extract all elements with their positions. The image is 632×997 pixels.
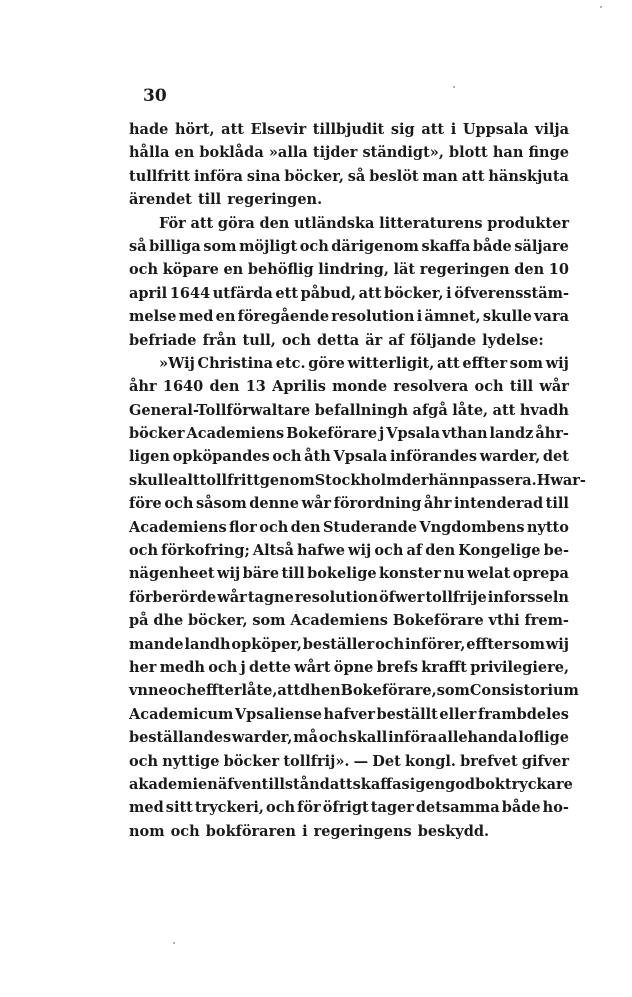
word: införer, bbox=[404, 635, 466, 653]
word: skaffa bbox=[352, 775, 402, 793]
text-line bbox=[129, 633, 569, 656]
word: och bbox=[281, 331, 311, 349]
word: dhen bbox=[300, 682, 341, 700]
text-line bbox=[129, 141, 569, 164]
word: Studerande bbox=[322, 518, 417, 536]
word: införandes bbox=[389, 448, 478, 466]
word: dhe bbox=[153, 612, 184, 630]
word: Academicum bbox=[129, 705, 234, 723]
word: nägenheet bbox=[129, 565, 215, 583]
word: inforsseln bbox=[487, 588, 569, 606]
word: beskydd. bbox=[417, 822, 490, 840]
word: beställt bbox=[376, 705, 438, 723]
word: åhr bbox=[129, 378, 157, 396]
word: af bbox=[406, 542, 423, 560]
text-line bbox=[129, 586, 569, 609]
word: på bbox=[129, 612, 149, 630]
word: befriade bbox=[129, 331, 197, 349]
word: wår bbox=[301, 495, 332, 513]
word: regeringens bbox=[313, 822, 412, 840]
word: att bbox=[277, 682, 301, 700]
word: opköpandes bbox=[172, 448, 270, 466]
word: melse bbox=[129, 308, 177, 326]
word: skall bbox=[348, 729, 388, 747]
word: böcker, bbox=[284, 167, 344, 185]
word: effter bbox=[466, 635, 511, 653]
word: eller bbox=[439, 705, 477, 723]
word: göre bbox=[308, 354, 345, 372]
word: 10 bbox=[548, 261, 569, 279]
word: han bbox=[492, 144, 524, 162]
word: och bbox=[170, 822, 200, 840]
text-line bbox=[129, 118, 569, 141]
word: och bbox=[374, 542, 404, 560]
word: och bbox=[272, 448, 302, 466]
text-line bbox=[129, 329, 569, 352]
text-line bbox=[129, 375, 569, 398]
word: såsom bbox=[195, 495, 247, 513]
word: lindring, bbox=[318, 261, 389, 279]
word: öfwer bbox=[379, 588, 425, 606]
word: införa bbox=[193, 167, 243, 185]
word: man bbox=[422, 167, 458, 185]
text-line bbox=[129, 539, 569, 562]
word: 13 bbox=[245, 378, 266, 396]
word: ho- bbox=[542, 799, 569, 817]
word: derhänn bbox=[401, 471, 470, 489]
word: vara bbox=[534, 308, 569, 326]
word: tollfrij». bbox=[283, 752, 350, 770]
word: till bbox=[197, 191, 222, 209]
word: vthi bbox=[488, 612, 520, 630]
word: före bbox=[129, 495, 162, 513]
word: boklåda bbox=[199, 144, 264, 162]
word: tillstånd bbox=[261, 775, 330, 793]
word: brefs bbox=[376, 658, 419, 676]
word: regeringen. bbox=[227, 191, 323, 209]
word: både bbox=[472, 237, 512, 255]
word: detsamma bbox=[415, 799, 500, 817]
word: Vpsala bbox=[386, 425, 441, 443]
word: resolution bbox=[331, 308, 415, 326]
body-text bbox=[129, 118, 586, 843]
word: åhr- bbox=[535, 425, 569, 443]
word: tollfritt bbox=[199, 471, 260, 489]
word: god bbox=[445, 775, 476, 793]
word: billiga bbox=[149, 237, 201, 255]
word: och bbox=[164, 495, 194, 513]
word: tull, bbox=[242, 331, 276, 349]
word: privilegiere, bbox=[470, 658, 569, 676]
text-line bbox=[129, 469, 586, 492]
word: förordning bbox=[333, 495, 422, 513]
word: landh bbox=[184, 635, 231, 653]
word: resolvera bbox=[393, 378, 469, 396]
text-line bbox=[129, 305, 569, 328]
text-line bbox=[129, 820, 569, 843]
word: blott bbox=[449, 144, 488, 162]
word: är bbox=[365, 331, 383, 349]
word: så bbox=[129, 237, 147, 255]
word: och bbox=[129, 542, 159, 560]
word: med bbox=[129, 799, 164, 817]
word: denne bbox=[249, 495, 299, 513]
word: ämnet, bbox=[424, 308, 481, 326]
word: hafwe bbox=[297, 542, 345, 560]
word: förkofring; bbox=[161, 542, 250, 560]
word: och bbox=[375, 635, 405, 653]
word: tullfritt bbox=[129, 167, 191, 185]
word: och bbox=[129, 752, 159, 770]
word: böcker bbox=[223, 752, 280, 770]
word: och bbox=[129, 261, 159, 279]
word: att bbox=[221, 121, 244, 138]
word: ärendet bbox=[129, 191, 192, 209]
word: en bbox=[215, 308, 236, 326]
word: Academiens bbox=[129, 518, 227, 536]
text-line bbox=[129, 773, 573, 796]
scan-speck bbox=[173, 942, 175, 944]
word: föregående bbox=[237, 308, 330, 326]
word: april bbox=[129, 284, 168, 302]
word: förberörde bbox=[129, 588, 217, 606]
word: akademien bbox=[129, 775, 218, 793]
text-line bbox=[129, 726, 569, 749]
scan-speck bbox=[453, 86, 455, 88]
word: till bbox=[509, 378, 534, 396]
word: i bbox=[302, 822, 308, 840]
word: nytto bbox=[526, 518, 569, 536]
word: mande bbox=[129, 635, 184, 653]
page-number: 30 bbox=[143, 86, 167, 106]
text-line bbox=[129, 258, 569, 281]
word: säljare bbox=[514, 237, 569, 255]
text-line bbox=[129, 796, 569, 819]
text-line bbox=[129, 188, 569, 211]
word: Bokeförare bbox=[286, 425, 378, 443]
word: därigenom bbox=[331, 237, 419, 255]
word: som bbox=[436, 682, 470, 700]
word: vthan bbox=[442, 425, 488, 443]
word: medh bbox=[159, 658, 205, 676]
text-line bbox=[129, 609, 569, 632]
word: så bbox=[347, 167, 366, 185]
word: skulle bbox=[482, 308, 532, 326]
word: Bokeförare, bbox=[340, 682, 437, 700]
word: böcker bbox=[129, 425, 185, 443]
word: regeringen bbox=[419, 261, 510, 279]
word: beställer bbox=[302, 635, 375, 653]
word: en bbox=[425, 775, 446, 793]
word: resolution bbox=[294, 588, 379, 606]
word: sitt bbox=[165, 799, 193, 817]
word: åth bbox=[304, 448, 331, 466]
word: för bbox=[297, 799, 321, 817]
word: Vpsala bbox=[333, 448, 388, 466]
word: Elsevir bbox=[250, 121, 307, 138]
word: hålla bbox=[129, 144, 170, 162]
text-line bbox=[129, 562, 569, 585]
word: till bbox=[545, 495, 569, 513]
word: Kongelige bbox=[458, 542, 541, 560]
text-line bbox=[129, 282, 569, 305]
word: skulle bbox=[129, 471, 178, 489]
word: sig bbox=[401, 775, 426, 793]
word: att bbox=[329, 775, 353, 793]
word: ett bbox=[275, 284, 299, 302]
word: »alla bbox=[268, 144, 308, 162]
word: en bbox=[174, 144, 195, 162]
word: att bbox=[492, 401, 516, 419]
word: påbud, bbox=[300, 284, 357, 302]
word: nyttige bbox=[162, 752, 220, 770]
word: Uppsala bbox=[462, 121, 529, 138]
word: genom bbox=[259, 471, 315, 489]
word: införa bbox=[388, 729, 438, 747]
word: med bbox=[178, 308, 214, 326]
word: hvadh bbox=[519, 401, 569, 419]
word: tager bbox=[370, 799, 414, 817]
word: litteraturens bbox=[379, 214, 483, 232]
word: be- bbox=[543, 542, 569, 560]
word: att bbox=[358, 284, 382, 302]
word: Hwar- bbox=[536, 471, 586, 489]
word: effter bbox=[462, 354, 508, 372]
word: lät bbox=[393, 261, 416, 279]
word: »Wij bbox=[159, 354, 195, 372]
word: welat bbox=[466, 565, 511, 583]
word: 1640 bbox=[162, 378, 204, 396]
word: ligen bbox=[129, 448, 170, 466]
word: en bbox=[223, 261, 244, 279]
word: Academiens bbox=[186, 425, 285, 443]
word: j bbox=[379, 425, 385, 443]
word: Bokeförare bbox=[392, 612, 484, 630]
word: alt bbox=[178, 471, 200, 489]
word: hafver bbox=[323, 705, 375, 723]
word: monde bbox=[332, 378, 388, 396]
word: bokföraren bbox=[205, 822, 296, 840]
word: warder, bbox=[479, 448, 541, 466]
word: detta bbox=[317, 331, 360, 349]
word: må bbox=[293, 729, 318, 747]
word: gifver bbox=[521, 752, 569, 770]
word: Det bbox=[372, 752, 401, 770]
word: allehanda bbox=[437, 729, 518, 747]
word: tillbjudit bbox=[312, 121, 385, 138]
word: oprepa bbox=[512, 565, 569, 583]
word: skaffa bbox=[421, 237, 471, 255]
word: warder, bbox=[231, 729, 293, 747]
word: böcker, bbox=[384, 284, 444, 302]
word: äfven bbox=[217, 775, 262, 793]
word: och bbox=[318, 729, 348, 747]
word: 1644 bbox=[169, 284, 211, 302]
word: att bbox=[436, 354, 460, 372]
word: kongl. bbox=[404, 752, 456, 770]
text-line bbox=[129, 492, 569, 515]
text-line bbox=[129, 165, 569, 188]
word: intenderad bbox=[454, 495, 544, 513]
word: brefvet bbox=[460, 752, 518, 770]
word: låte, bbox=[452, 401, 489, 419]
word: från bbox=[202, 331, 237, 349]
word: i bbox=[416, 308, 423, 326]
word: loflige bbox=[518, 729, 569, 747]
word: som bbox=[203, 237, 237, 255]
word: Consistorium bbox=[469, 682, 579, 700]
word: öfverensstäm- bbox=[454, 284, 569, 302]
word: som bbox=[252, 612, 286, 630]
word: af bbox=[388, 331, 405, 349]
word: köpare bbox=[162, 261, 219, 279]
word: tryckeri, bbox=[194, 799, 264, 817]
word: Stockholm bbox=[314, 471, 402, 489]
word: sina bbox=[246, 167, 281, 185]
word: sig bbox=[390, 121, 415, 138]
word: utfärda bbox=[212, 284, 273, 302]
text-line bbox=[129, 679, 579, 702]
word: etc. bbox=[275, 354, 306, 372]
word: befallningh bbox=[314, 401, 409, 419]
word: flor bbox=[229, 518, 257, 536]
word: och bbox=[266, 799, 296, 817]
word: j bbox=[240, 658, 246, 676]
word: både bbox=[501, 799, 541, 817]
word: finge bbox=[528, 144, 569, 162]
word: göra bbox=[217, 214, 255, 232]
word: frambdeles bbox=[477, 705, 569, 723]
word: som bbox=[511, 635, 545, 653]
text-line bbox=[129, 399, 569, 422]
word: wårt bbox=[294, 658, 331, 676]
word: i bbox=[446, 284, 452, 302]
word: den bbox=[514, 261, 545, 279]
word: För bbox=[159, 214, 186, 232]
word: att bbox=[190, 214, 214, 232]
word: beslöt bbox=[369, 167, 419, 185]
word: konster bbox=[379, 565, 442, 583]
word: frem- bbox=[524, 612, 569, 630]
word: följande bbox=[410, 331, 477, 349]
scan-speck bbox=[600, 6, 602, 8]
word: att bbox=[461, 167, 485, 185]
text-line bbox=[129, 235, 569, 258]
word: tijder bbox=[312, 144, 358, 162]
word: behöflig bbox=[247, 261, 314, 279]
word: vnne bbox=[129, 682, 168, 700]
word: wij bbox=[348, 542, 372, 560]
word: ständigt», bbox=[362, 144, 444, 162]
word: Academiens bbox=[290, 612, 388, 630]
word: tagne bbox=[247, 588, 294, 606]
word: bokelige bbox=[307, 565, 377, 583]
text-line bbox=[129, 212, 569, 235]
text-line bbox=[129, 656, 569, 679]
word: Aprilis bbox=[272, 378, 326, 396]
word: effterlåte, bbox=[196, 682, 278, 700]
word: öpne bbox=[333, 658, 374, 676]
word: och bbox=[259, 518, 289, 536]
word: som bbox=[509, 354, 543, 372]
word: den bbox=[425, 542, 456, 560]
word: nom bbox=[129, 822, 165, 840]
text-line bbox=[129, 352, 569, 375]
word: wij bbox=[545, 354, 569, 372]
word: åhr bbox=[423, 495, 452, 513]
word: och bbox=[474, 378, 504, 396]
word: krafft bbox=[421, 658, 467, 676]
word: att bbox=[421, 121, 445, 138]
word: Altså bbox=[252, 542, 294, 560]
text-line bbox=[129, 750, 569, 773]
word: General-Tollförwaltare bbox=[129, 401, 311, 419]
word: den bbox=[259, 214, 290, 232]
word: hade bbox=[129, 121, 169, 138]
word: wår bbox=[217, 588, 247, 606]
word: Christina bbox=[197, 354, 274, 372]
word: den bbox=[290, 518, 321, 536]
word: det bbox=[542, 448, 569, 466]
text-line bbox=[129, 516, 569, 539]
word: och bbox=[299, 237, 329, 255]
word: her bbox=[129, 658, 157, 676]
word: den bbox=[209, 378, 240, 396]
word: passera. bbox=[469, 471, 537, 489]
word: till bbox=[281, 565, 305, 583]
word: hänskjuta bbox=[488, 167, 569, 185]
word: bäre bbox=[242, 565, 280, 583]
word: lydelse: bbox=[482, 331, 544, 349]
word: boktryckare bbox=[475, 775, 573, 793]
word: dette bbox=[249, 658, 292, 676]
word: opköper, bbox=[231, 635, 302, 653]
text-line bbox=[129, 422, 569, 445]
word: och bbox=[208, 658, 238, 676]
word: Vpsaliense bbox=[234, 705, 323, 723]
word: beställandes bbox=[129, 729, 232, 747]
word: landz bbox=[489, 425, 534, 443]
word: möjligt bbox=[239, 237, 298, 255]
word: wår bbox=[539, 378, 569, 396]
word: produkter bbox=[487, 214, 569, 232]
word: öfrigt bbox=[322, 799, 369, 817]
text-line bbox=[129, 703, 569, 726]
word: tollfrije bbox=[425, 588, 487, 606]
word: och bbox=[167, 682, 197, 700]
word: hört, bbox=[174, 121, 215, 138]
word: nu bbox=[443, 565, 465, 583]
word: afgå bbox=[412, 401, 448, 419]
text-line bbox=[129, 445, 569, 468]
word: vilja bbox=[534, 121, 569, 138]
word: — bbox=[353, 752, 369, 770]
word: wij bbox=[545, 635, 569, 653]
word: i bbox=[450, 121, 457, 138]
word: utländska bbox=[294, 214, 375, 232]
word: witterligit, bbox=[347, 354, 435, 372]
word: Vngdombens bbox=[419, 518, 525, 536]
word: böcker, bbox=[188, 612, 248, 630]
word: wij bbox=[216, 565, 241, 583]
